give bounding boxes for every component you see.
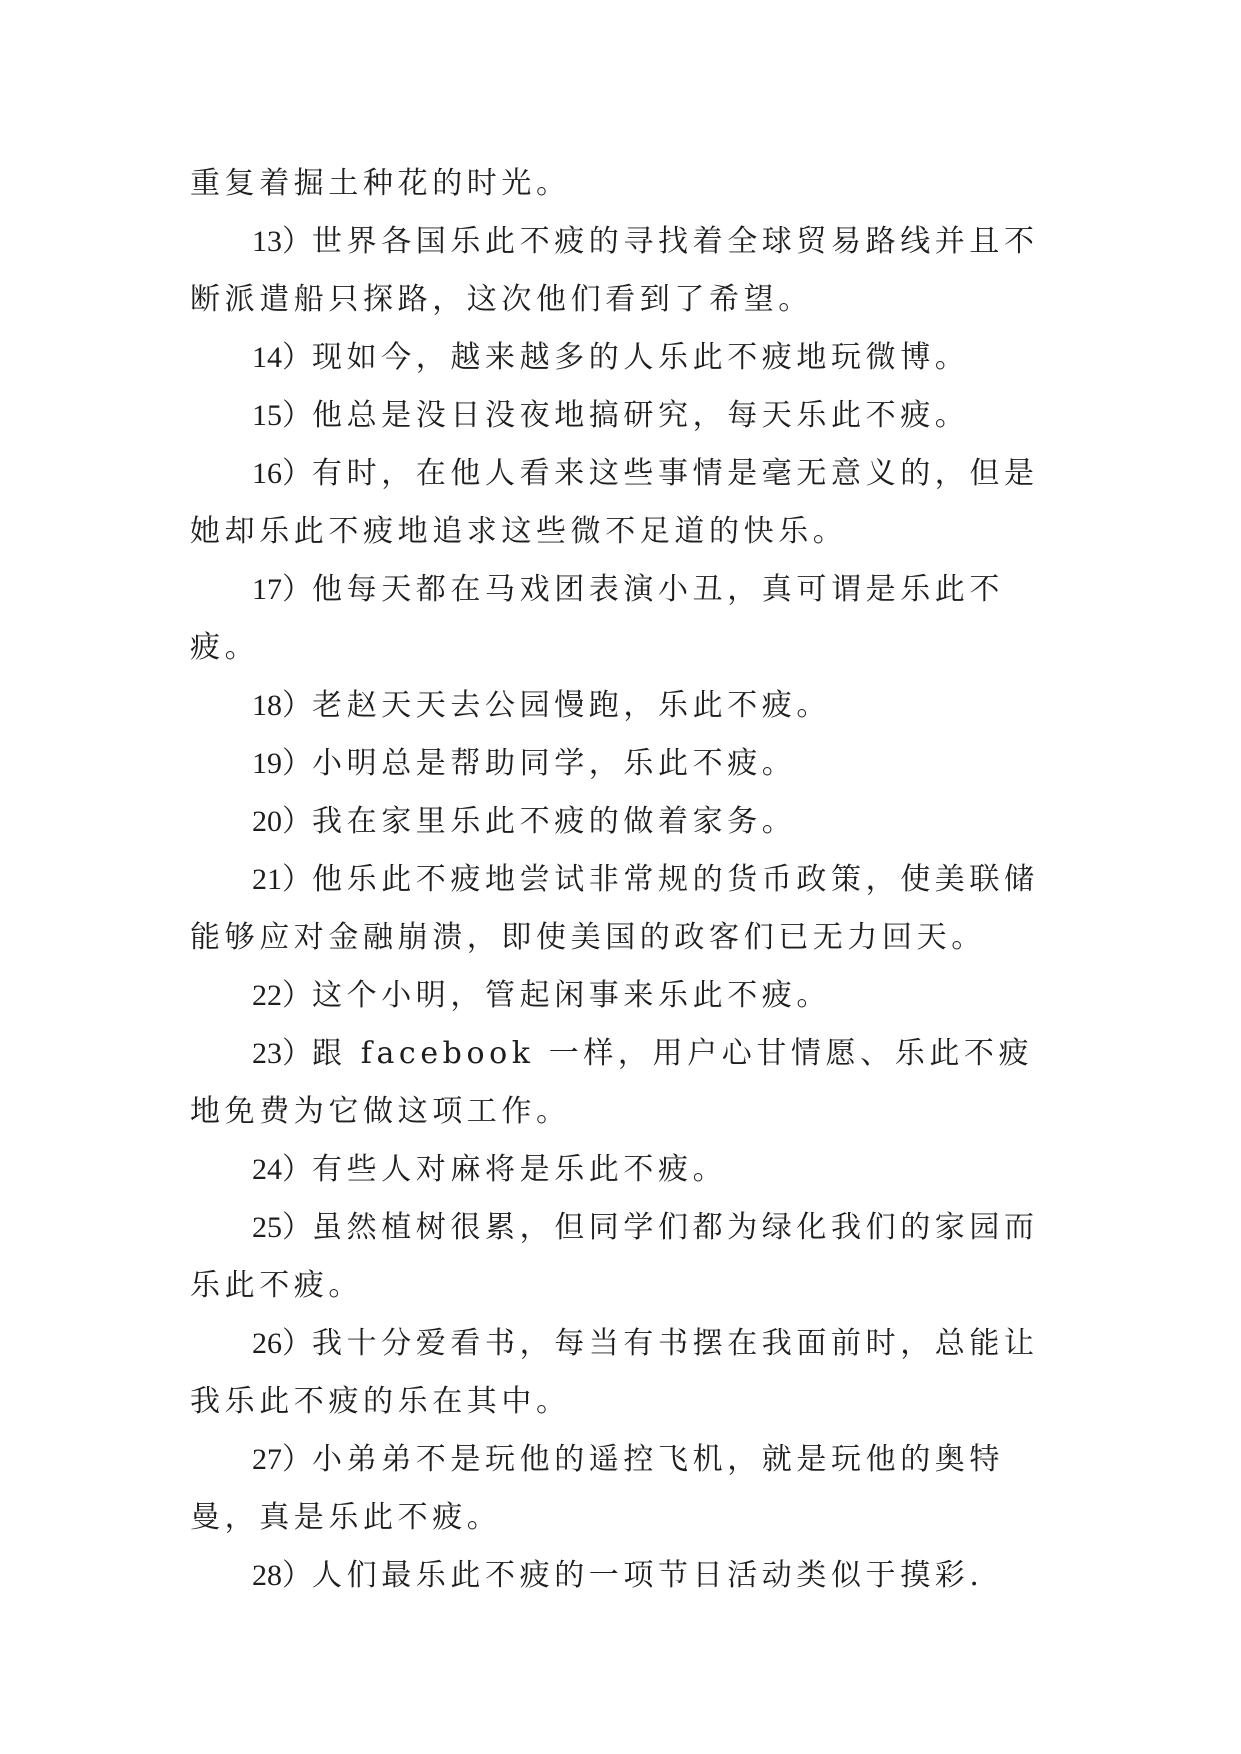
item-number: 19） xyxy=(252,747,312,780)
item-number: 16） xyxy=(252,457,312,490)
item-text: 小弟弟不是玩他的遥控飞机，就是玩他的奥特曼，真是乐此不疲。 xyxy=(190,1442,1004,1535)
item-text: 跟 facebook 一样，用户心甘情愿、乐此不疲地免费为它做这项工作。 xyxy=(190,1036,1034,1129)
example-item-21 xyxy=(190,851,1055,967)
example-item-17 xyxy=(190,561,1055,677)
example-item-13 xyxy=(190,213,1055,329)
item-text: 这个小明，管起闲事来乐此不疲。 xyxy=(312,978,831,1013)
item-text: 他乐此不疲地尝试非常规的货币政策，使美联储能够应对金融崩溃，即使美国的政客们已无力回天。 xyxy=(190,862,1039,955)
item-number: 20） xyxy=(252,805,312,838)
continuation-text: 重复着掘土种花的时光。 xyxy=(190,166,571,201)
item-number: 25） xyxy=(252,1211,312,1244)
example-item-16 xyxy=(190,445,1055,561)
item-number: 21） xyxy=(252,863,312,896)
item-number: 26） xyxy=(252,1327,312,1360)
continuation-paragraph xyxy=(190,155,1055,213)
item-text: 人们最乐此不疲的一项节日活动类似于摸彩. xyxy=(312,1558,984,1593)
example-item-25 xyxy=(190,1199,1055,1315)
item-text: 小明总是帮助同学，乐此不疲。 xyxy=(312,746,797,781)
item-text: 他每天都在马戏团表演小丑，真可谓是乐此不疲。 xyxy=(190,572,1004,665)
item-number: 18） xyxy=(252,689,312,722)
item-text: 虽然植树很累，但同学们都为绿化我们的家园而乐此不疲。 xyxy=(190,1210,1039,1303)
example-item-24 xyxy=(190,1141,1055,1199)
item-number: 23） xyxy=(252,1037,312,1070)
example-item-27 xyxy=(190,1431,1055,1547)
item-number: 17） xyxy=(252,573,312,606)
item-number: 14） xyxy=(252,341,312,374)
example-item-19 xyxy=(190,735,1055,793)
item-text: 老赵天天去公园慢跑，乐此不疲。 xyxy=(312,688,831,723)
text-column xyxy=(190,155,1055,1605)
example-item-14 xyxy=(190,329,1055,387)
example-item-20 xyxy=(190,793,1055,851)
item-number: 28） xyxy=(252,1559,312,1592)
example-item-15 xyxy=(190,387,1055,445)
item-text: 有时，在他人看来这些事情是毫无意义的，但是她却乐此不疲地追求这些微不足道的快乐。 xyxy=(190,456,1039,549)
item-number: 22） xyxy=(252,979,312,1012)
item-number: 13） xyxy=(252,225,312,258)
item-text: 他总是没日没夜地搞研究，每天乐此不疲。 xyxy=(312,398,970,433)
item-text: 我十分爱看书，每当有书摆在我面前时，总能让我乐此不疲的乐在其中。 xyxy=(190,1326,1039,1419)
item-number: 15） xyxy=(252,399,312,432)
item-text: 我在家里乐此不疲的做着家务。 xyxy=(312,804,797,839)
item-number: 24） xyxy=(252,1153,312,1186)
example-item-23 xyxy=(190,1025,1055,1141)
example-item-18 xyxy=(190,677,1055,735)
example-item-28 xyxy=(190,1547,1055,1605)
item-text: 有些人对麻将是乐此不疲。 xyxy=(312,1152,728,1187)
item-text: 现如今，越来越多的人乐此不疲地玩微博。 xyxy=(312,340,970,375)
example-item-22 xyxy=(190,967,1055,1025)
item-text: 世界各国乐此不疲的寻找着全球贸易路线并且不断派遣船只探路，这次他们看到了希望。 xyxy=(190,224,1039,317)
example-item-26 xyxy=(190,1315,1055,1431)
item-number: 27） xyxy=(252,1443,312,1476)
